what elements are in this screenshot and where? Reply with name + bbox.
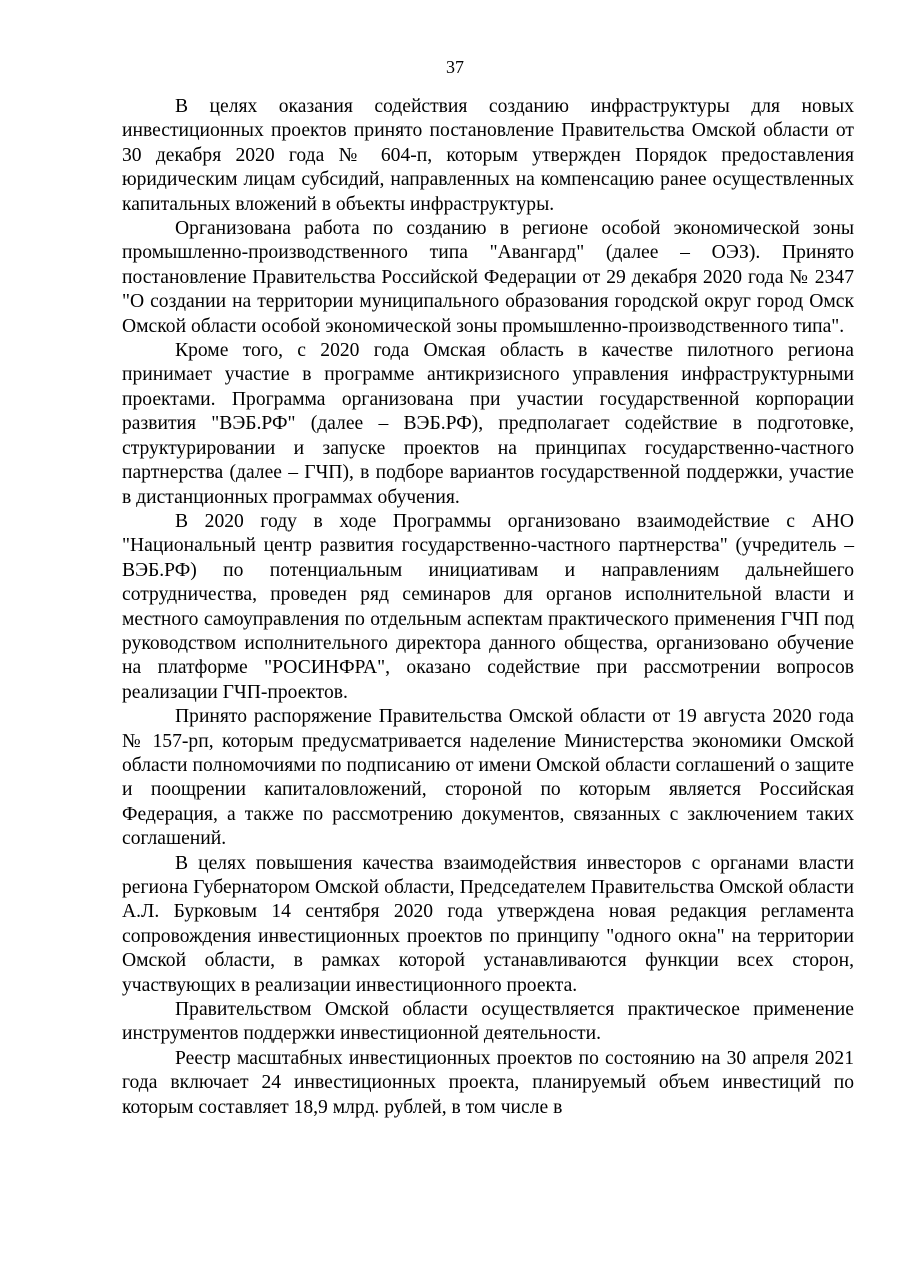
paragraph-infrastructure-subsidies: В целях оказания содействия созданию инфраструктуры для новых инвестиционных проектов принято постановление Правительства Омской области от 30 декабря 2020 года № 604-п, которым утвержден Порядок предоставления юридическим лицам субсидий, направленных на компенсацию ранее осуществленных капитальных вложений в объекты инфраструктуры. (122, 96, 854, 215)
paragraph-anticrisis-program: Кроме того, с 2020 года Омская область в качестве пилотного региона принимает участие в программе антикризисного управления инфраструктурными проектами. Программа организована при участии государственной корпорации развития "ВЭБ.РФ" (далее – ВЭБ.РФ), предполагает содействие в подготовке, структурировании и запуске проектов на принципах государственно-частного партнерства (далее – ГЧП), в подборе вариантов государственной поддержки, участие в дистанционных программах обучения. (122, 340, 854, 508)
page-number: 37 (446, 57, 464, 77)
document-body (122, 95, 854, 1120)
paragraph-special-economic-zone: Организована работа по созданию в регионе особой экономической зоны промышленно-производственного типа "Авангард" (далее – ОЭЗ). Принято постановление Правительства Российской Федерации от 29 декабря 2020 года № 2347 "О создании на территории муниципального образования городской округ город Омск Омской области особой экономической зоны промышленно-производственного типа". (122, 218, 854, 337)
paragraph-support-instruments: Правительством Омской области осуществляется практическое применение инструментов поддержки инвестиционной деятельности. (122, 999, 854, 1045)
paragraph-ppp-cooperation: В 2020 году в ходе Программы организовано взаимодействие с АНО "Национальный центр развития государственно-частного партнерства" (учредитель – ВЭБ.РФ) по потенциальным инициативам и направлениям дальнейшего сотрудничества, проведен ряд семинаров для органов исполнительной власти и местного самоуправления по отдельным аспектам практического применения ГЧП под руководством исполнительного директора данного общества, организовано обучение на платформе "РОСИНФРА", оказано содействие при рассмотрении вопросов реализации ГЧП-проектов. (122, 510, 854, 703)
paragraph-one-window-regulation: В целях повышения качества взаимодействия инвесторов с органами власти региона Губернатором Омской области, Председателем Правительства Омской области А.Л. Бурковым 14 сентября 2020 года утверждена новая редакция регламента сопровождения инвестиционных проектов по принципу "одного окна" на территории Омской области, в рамках которой устанавливаются функции всех сторон, участвующих в реализации инвестиционного проекта. (122, 852, 854, 996)
paragraph-investment-agreements: Принято распоряжение Правительства Омской области от 19 августа 2020 года № 157-рп, которым предусматривается наделение Министерства экономики Омской области полномочиями по подписанию от имени Омской области соглашений о защите и поощрении капиталовложений, стороной по которым является Российская Федерация, а также по рассмотрению документов, связанных с заключением таких соглашений. (122, 706, 854, 850)
paragraph-project-registry: Реестр масштабных инвестиционных проектов по состоянию на 30 апреля 2021 года включает 24 инвестиционных проекта, планируемый объем инвестиций по которым составляет 18,9 млрд. рублей, в том числе в (122, 1047, 854, 1118)
